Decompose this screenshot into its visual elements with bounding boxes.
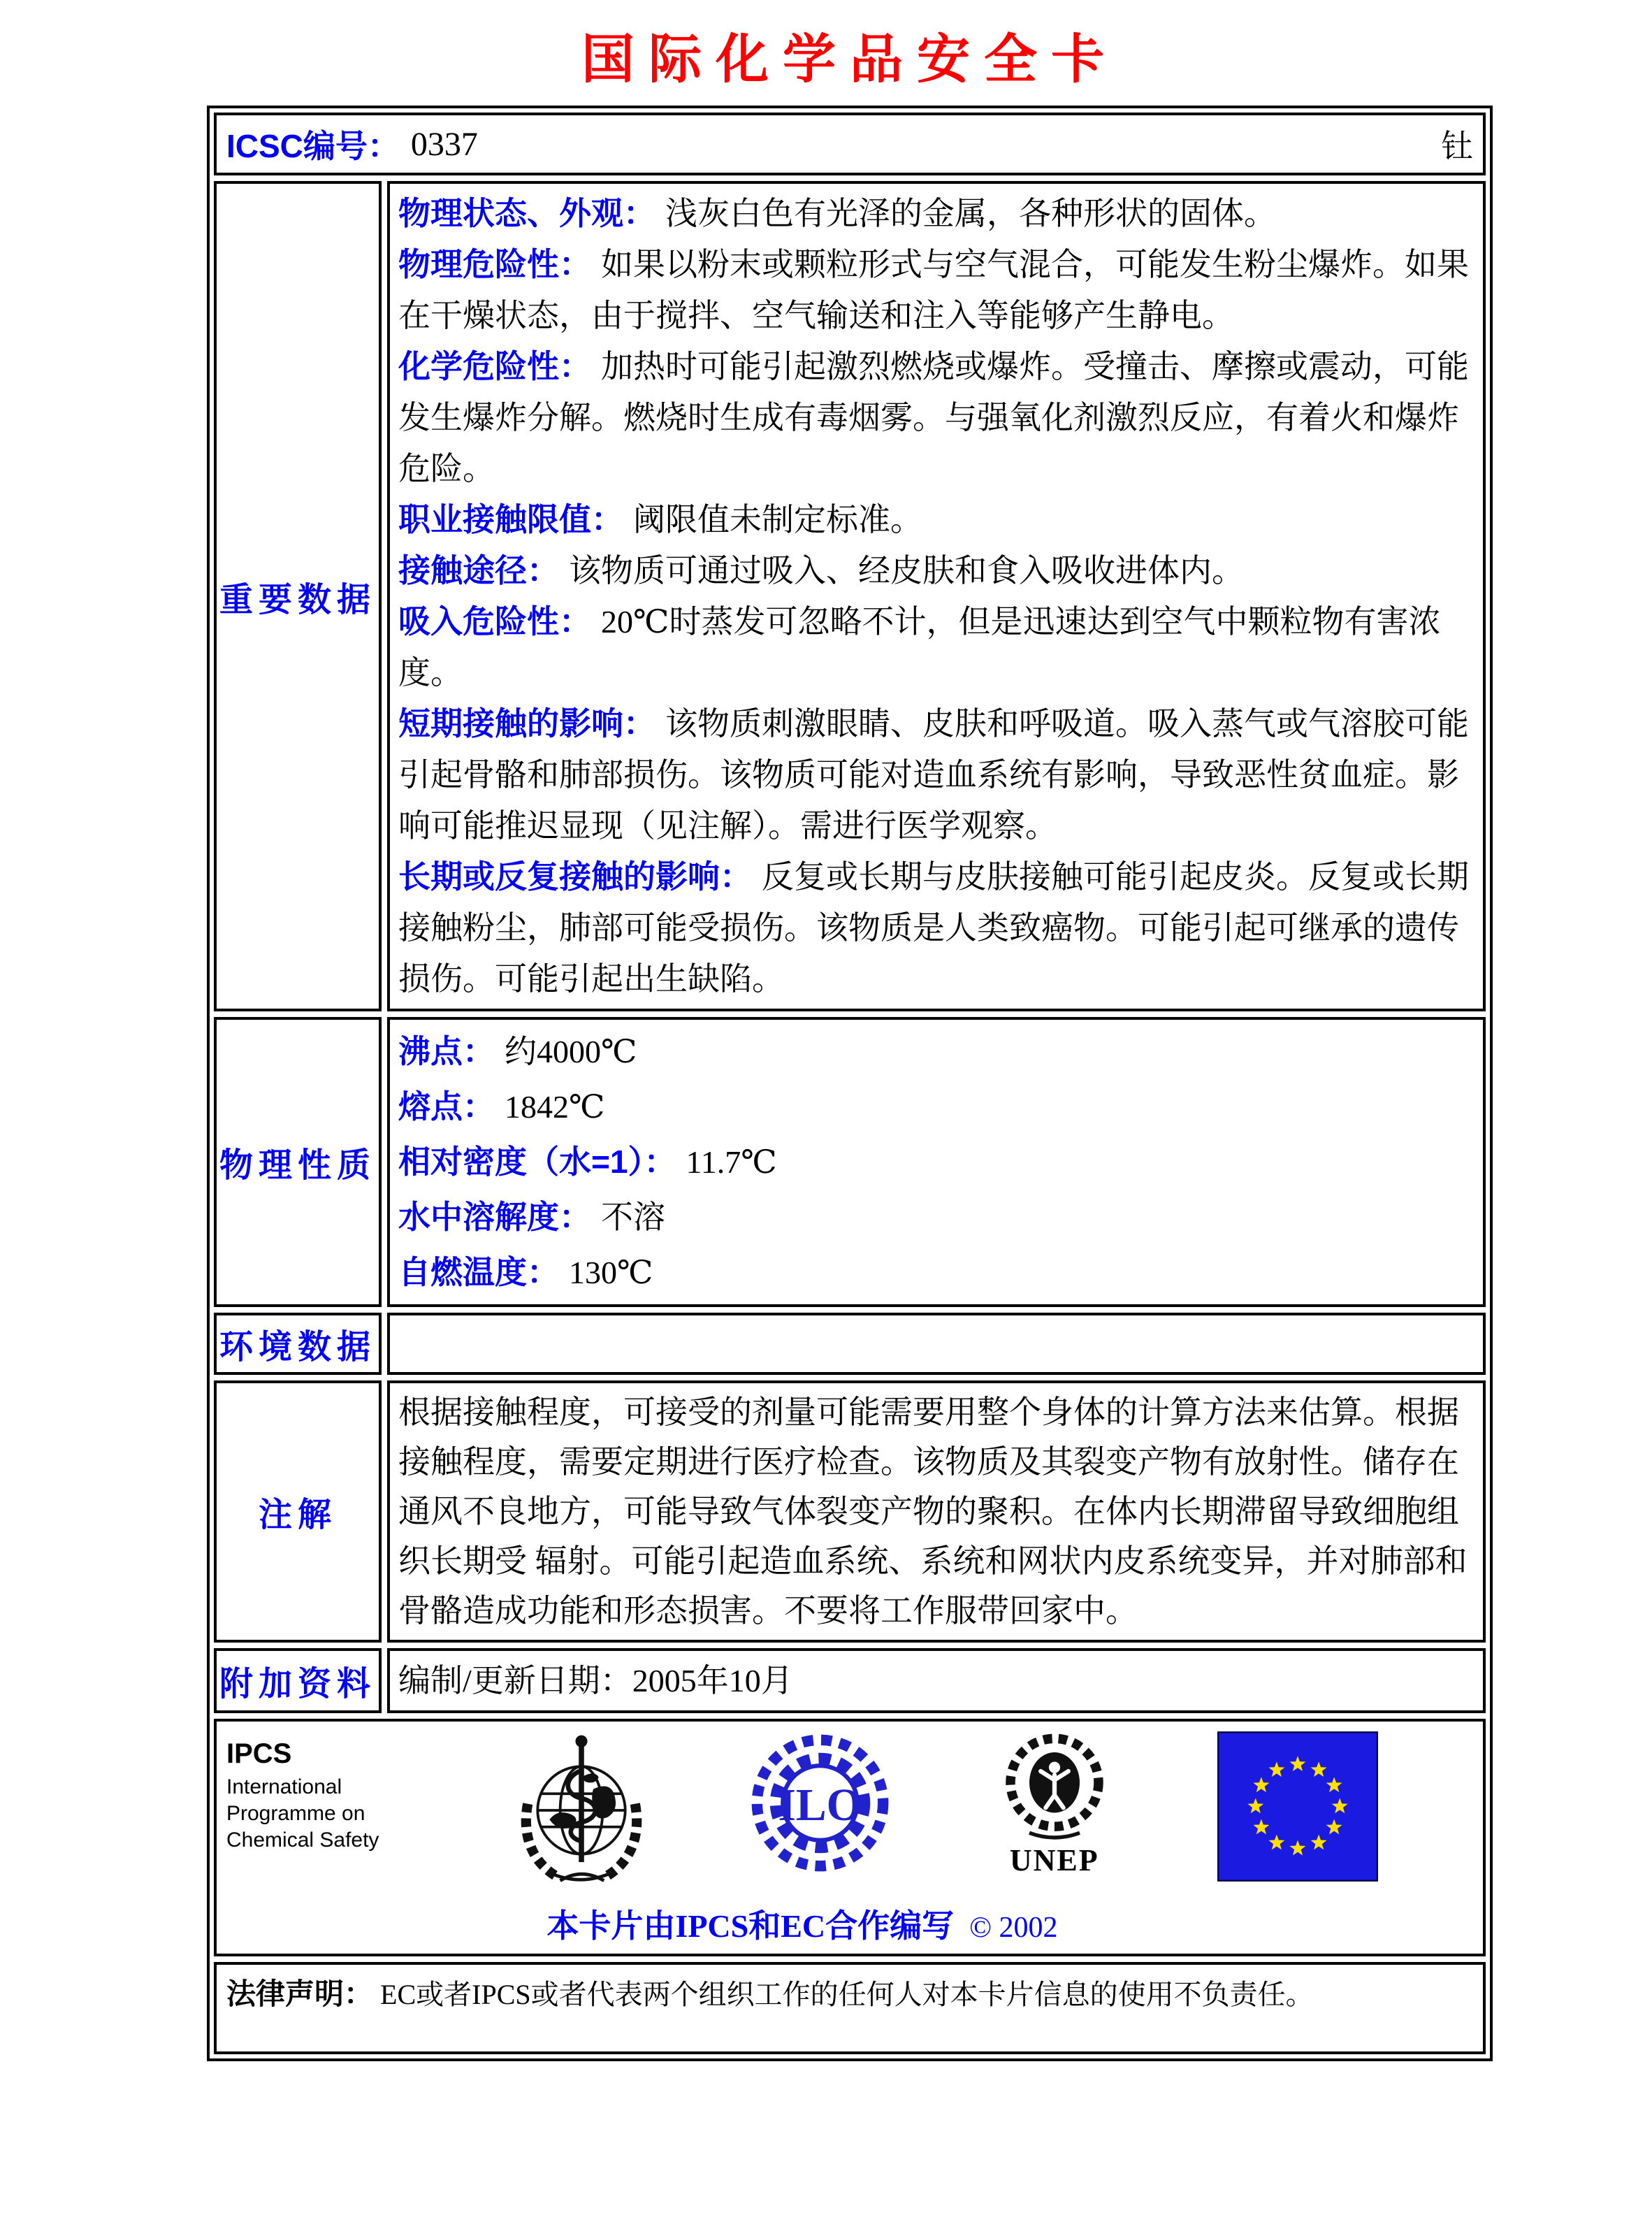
important-item — [398, 545, 1475, 596]
legal-cell — [214, 1962, 1486, 2054]
physical-item — [398, 1245, 1475, 1300]
section-label-physical-properties: 物理性质 — [214, 1017, 382, 1307]
copyright-text: © 2002 — [969, 1912, 1058, 1944]
logos-cell — [214, 1719, 1486, 1956]
important-item — [398, 851, 1475, 1004]
item-label: 接触途径： — [398, 552, 559, 589]
icsc-card-table — [207, 106, 1493, 2061]
environmental-data-content — [387, 1313, 1486, 1375]
logos-strip — [226, 1731, 1378, 1892]
item-label: 沸点： — [398, 1033, 495, 1069]
important-item — [398, 596, 1475, 698]
unep-logo-block — [992, 1731, 1117, 1878]
legal-row — [214, 1962, 1486, 2054]
item-label: 熔点： — [398, 1088, 495, 1125]
item-text: 不溶 — [601, 1199, 665, 1235]
item-label: 化学危险性： — [398, 348, 591, 384]
item-text: 1842℃ — [505, 1089, 605, 1125]
eu-flag-icon — [1217, 1731, 1378, 1885]
ilo-letters: ILO — [777, 1780, 862, 1831]
physical-item — [398, 1190, 1475, 1245]
important-item — [398, 188, 1475, 239]
important-item — [398, 341, 1475, 494]
important-data-row — [214, 181, 1486, 1011]
chemical-name: 钍 — [1441, 129, 1473, 164]
legal-text: EC或者IPCS或者代表两个组织工作的任何人对本卡片信息的使用不负责任。 — [380, 1979, 1314, 2010]
important-item — [398, 494, 1475, 545]
section-label-important-data: 重要数据 — [214, 181, 382, 1011]
item-label: 吸入危险性： — [398, 603, 591, 640]
item-label: 职业接触限值： — [398, 501, 623, 538]
logos-row — [214, 1719, 1486, 1956]
icsc-number-value: 0337 — [410, 125, 478, 163]
legal-line — [226, 1975, 1473, 2021]
physical-properties-row — [214, 1017, 1486, 1307]
item-text: 约4000℃ — [505, 1034, 637, 1069]
item-label: 长期或反复接触的影响： — [398, 858, 752, 895]
item-label: 物理状态、外观： — [398, 195, 655, 231]
item-text: 该物质可通过吸入、经皮肤和食入吸收进体内。 — [569, 553, 1244, 589]
ipcs-line: Chemical Safety — [226, 1828, 379, 1852]
item-label: 水中溶解度： — [398, 1199, 591, 1235]
item-text: 阈限值未制定标准。 — [633, 502, 922, 538]
ipcs-line: International — [226, 1775, 342, 1798]
item-text: 浅灰白色有光泽的金属，各种形状的固体。 — [665, 196, 1276, 231]
legal-label: 法律声明： — [226, 1977, 374, 2010]
item-text: 如果以粉末或颗粒形式与空气混合，可能发生粉尘爆炸。如果在干燥状态，由于搅拌、空气输送和注入等能够产生静电。 — [398, 247, 1469, 333]
ipcs-text-block — [226, 1731, 415, 1854]
cooperation-caption — [226, 1900, 1378, 1947]
page-title: 国际化学品安全卡 — [581, 31, 1118, 89]
item-label: 短期接触的影响： — [398, 705, 655, 742]
item-text: 130℃ — [569, 1255, 653, 1290]
additional-info-row — [214, 1648, 1486, 1713]
header-row — [214, 113, 1486, 175]
ilo-icon — [748, 1731, 892, 1878]
item-text: 反复或长期与皮肤接触可能引起皮炎。反复或长期接触粉尘，肺部可能受损伤。该物质是人类致癌物。可能引起可继承的遗传损伤。可能引起出生缺陷。 — [398, 859, 1469, 997]
section-label-environmental-data: 环境数据 — [214, 1313, 382, 1375]
section-label-additional-info: 附加资料 — [214, 1648, 382, 1713]
physical-item — [398, 1079, 1475, 1134]
physical-item — [398, 1134, 1475, 1190]
physical-item — [398, 1024, 1475, 1079]
icsc-number-cell — [214, 113, 1486, 175]
item-label: 自燃温度： — [398, 1254, 559, 1290]
cooperation-text: 本卡片由IPCS和EC合作编写 — [546, 1908, 955, 1944]
physical-properties-content — [387, 1017, 1486, 1307]
notes-text: 根据接触程度，可接受的剂量可能需要用整个身体的计算方法来估算。根据接触程度，需要定期进行医疗检查。该物质及其裂变产物有放射性。储存在通风不良地方，可能导致气体裂变产物的聚积。在体内长期滞留导致细胞组织长期受 辐射。可能引起造血系统、系统和网状内皮系统变异，并对肺部和骨骼造成功能和形态损害。不要将工作服带回家中。 — [398, 1394, 1468, 1629]
ipcs-line: Programme on — [226, 1802, 365, 1825]
important-item — [398, 698, 1475, 851]
environmental-data-row — [214, 1313, 1486, 1375]
notes-row — [214, 1380, 1486, 1643]
ipcs-acronym: IPCS — [226, 1738, 292, 1769]
item-text: 20℃时蒸发可忽略不计，但是迅速达到空气中颗粒物有害浓度。 — [398, 604, 1441, 691]
notes-content — [387, 1380, 1486, 1643]
unep-wordmark: UNEP — [1009, 1843, 1099, 1877]
icsc-number-label: ICSC编号： — [226, 128, 400, 164]
section-label-notes: 注解 — [214, 1380, 382, 1643]
important-data-content — [387, 181, 1486, 1011]
update-date-text: 编制/更新日期：2005年10月 — [398, 1663, 793, 1698]
item-label: 相对密度（水=1）： — [398, 1144, 676, 1180]
additional-info-content — [387, 1648, 1486, 1713]
item-text: 该物质刺激眼睛、皮肤和呼吸道。吸入蒸气或气溶胶可能引起骨骼和肺部损伤。该物质可能对造血系统有影响，导致恶性贫血症。影响可能推迟显现（见注解）。需进行医学观察。 — [398, 706, 1469, 844]
item-text: 加热时可能引起激烈燃烧或爆炸。受撞击、摩擦或震动，可能发生爆炸分解。燃烧时生成有毒烟雾。与强氧化剂激烈反应，有着火和爆炸危险。 — [398, 349, 1469, 486]
who-icon — [515, 1731, 648, 1892]
item-text: 11.7℃ — [686, 1144, 777, 1180]
important-item — [398, 239, 1475, 341]
item-label: 物理危险性： — [398, 246, 591, 282]
